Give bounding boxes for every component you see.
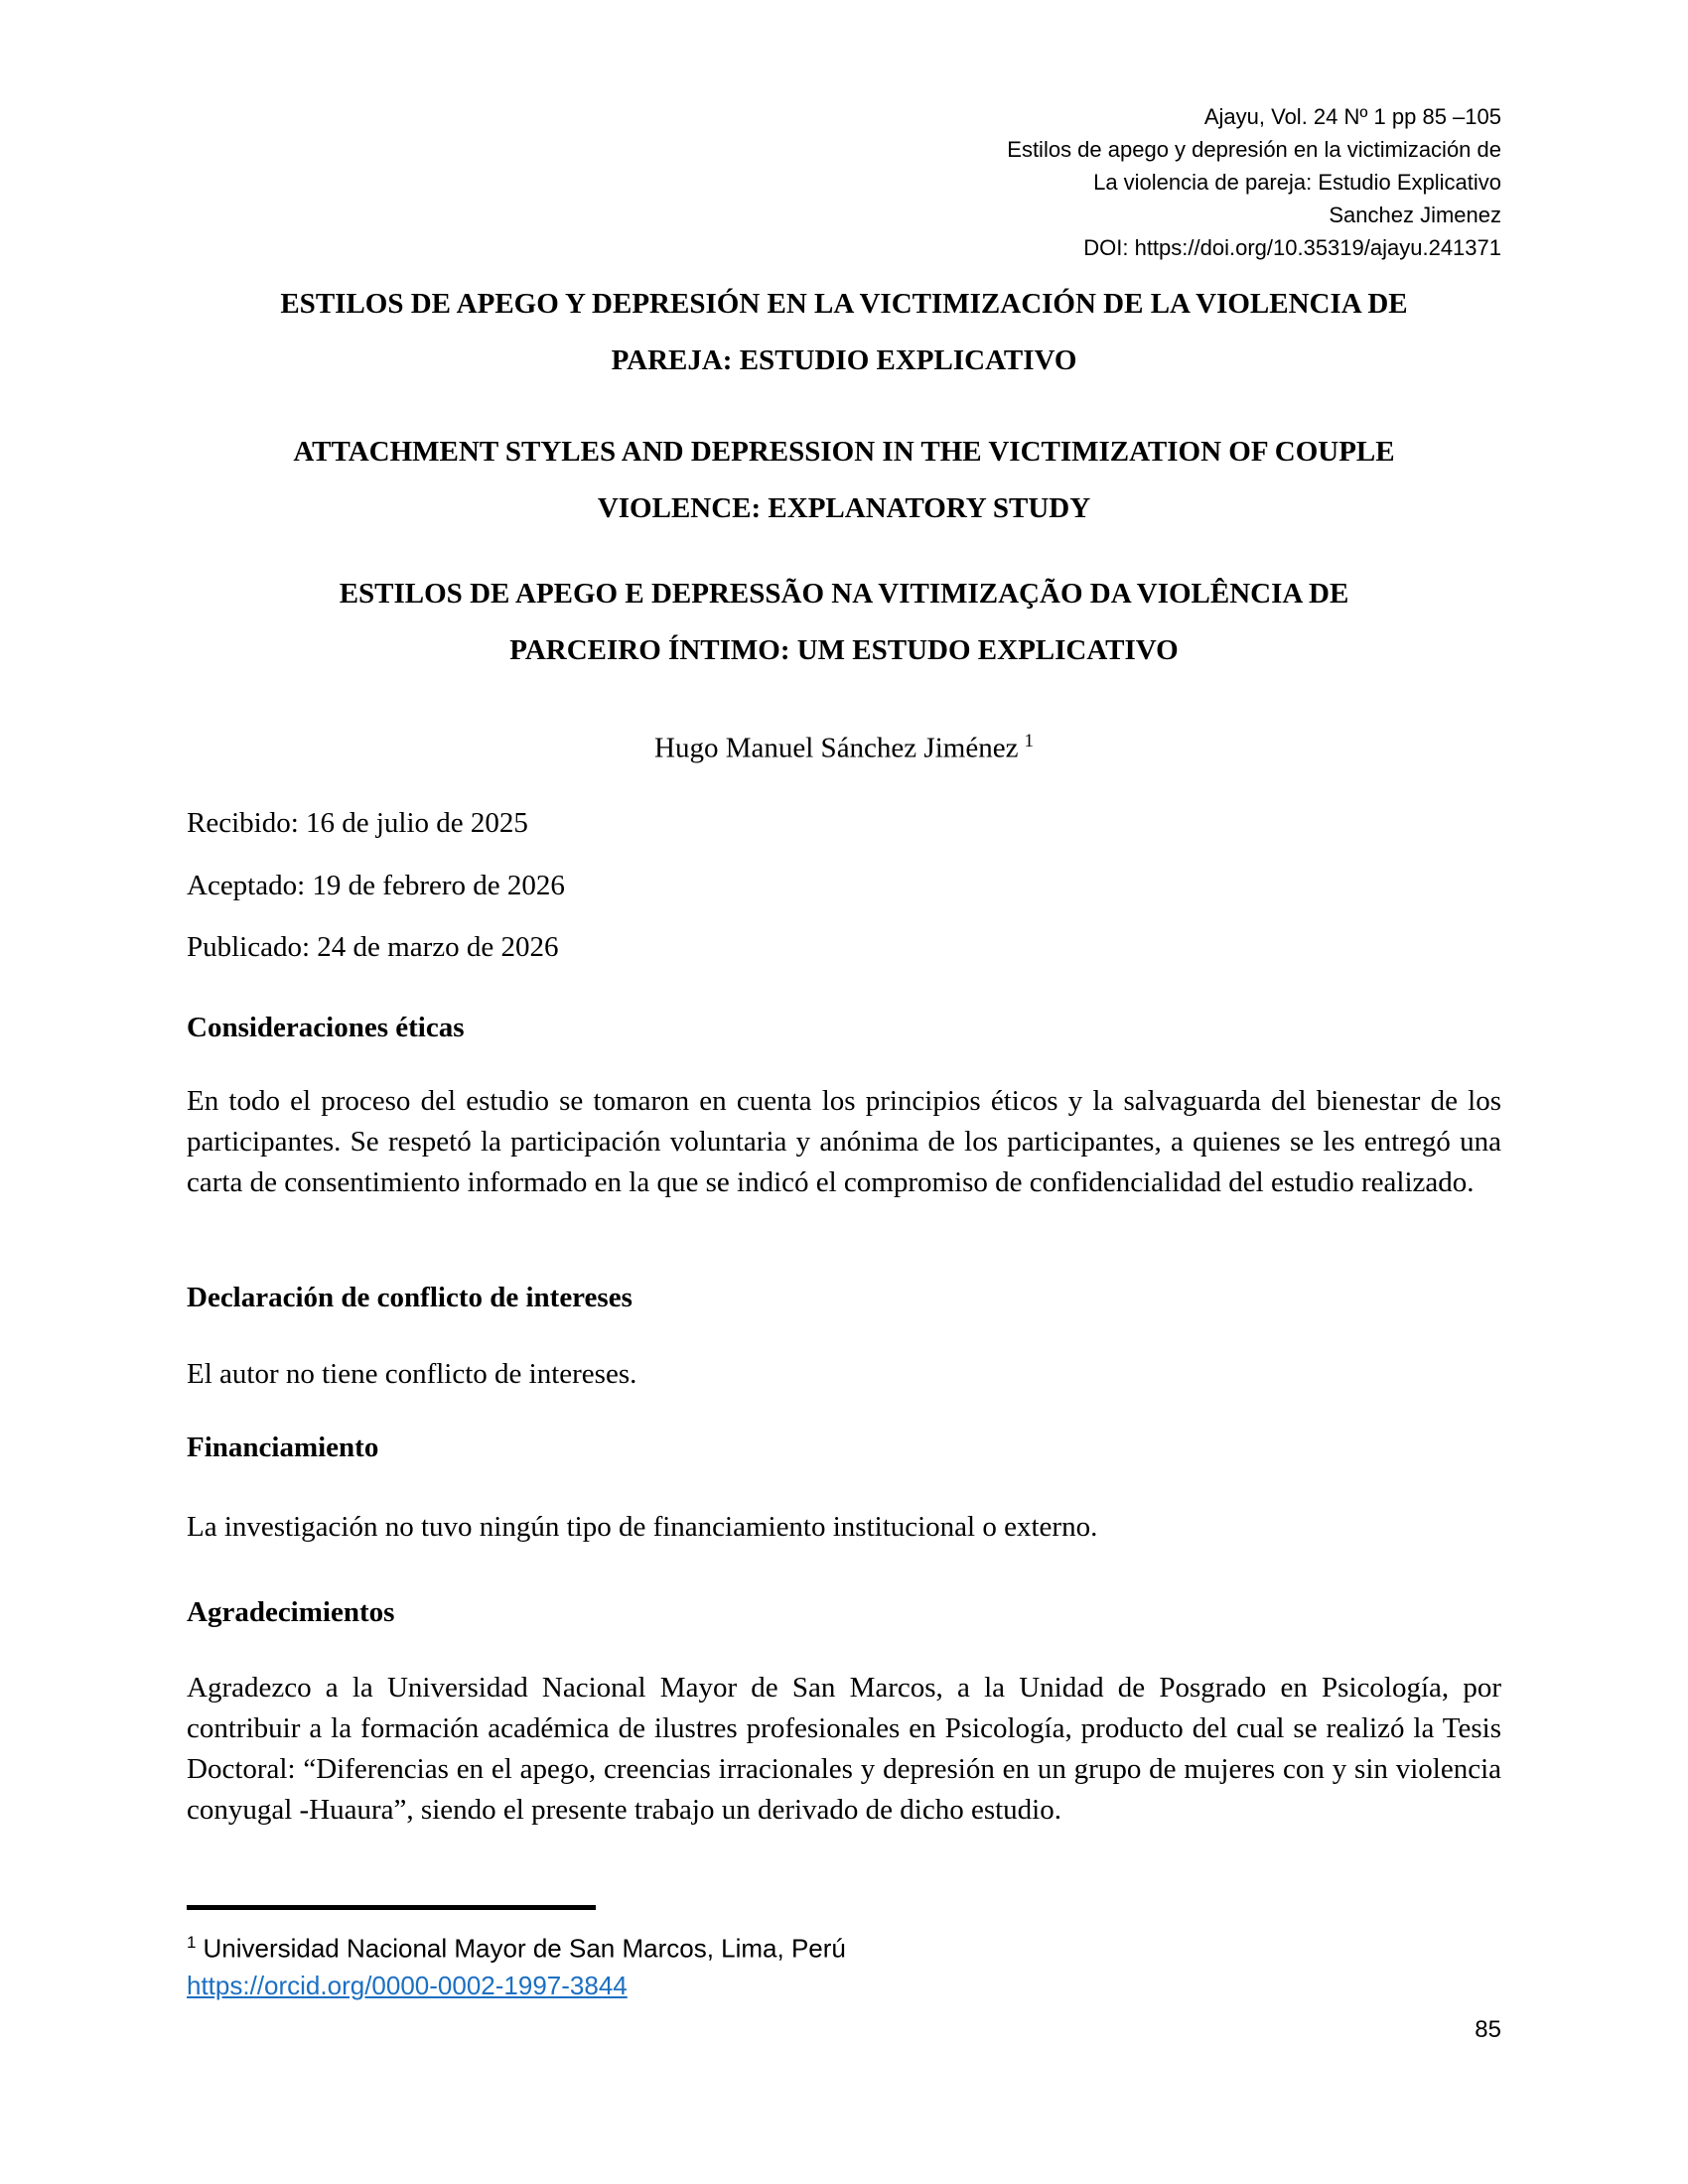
title-spanish-line-1: ESTILOS DE APEGO Y DEPRESIÓN EN LA VICTIMIZACIÓN DE LA VIOLENCIA DE <box>280 288 1408 320</box>
author-footnote-marker: 1 <box>1024 731 1034 751</box>
title-spanish <box>0 276 1688 389</box>
running-header-title-line-1: Estilos de apego y depresión en la victimización de <box>1007 137 1501 162</box>
conflict-heading: Declaración de conflicto de intereses <box>187 1282 633 1313</box>
author-line <box>0 721 1688 769</box>
funding-paragraph: La investigación no tuvo ningún tipo de financiamiento institucional o externo. <box>187 1511 1098 1543</box>
footnote-affiliation: Universidad Nacional Mayor de San Marcos, Lima, Perú <box>203 1933 846 1964</box>
page-number: 85 <box>1475 2016 1501 2043</box>
orcid-line <box>187 1970 628 2002</box>
title-english-line-2: VIOLENCE: EXPLANATORY STUDY <box>597 492 1091 524</box>
title-portuguese <box>0 566 1688 679</box>
running-header-title-line-2: La violencia de pareja: Estudio Explicativo <box>1093 170 1501 195</box>
ethics-heading: Consideraciones éticas <box>187 1012 465 1043</box>
title-portuguese-line-2: PARCEIRO ÍNTIMO: UM ESTUDO EXPLICATIVO <box>509 634 1179 666</box>
running-header <box>1007 100 1501 264</box>
acknowledgements-heading: Agradecimientos <box>187 1596 395 1628</box>
running-header-doi: DOI: https://doi.org/10.35319/ajayu.241371 <box>1083 235 1501 260</box>
author-name: Hugo Manuel Sánchez Jiménez <box>654 732 1019 764</box>
conflict-paragraph: El autor no tiene conflicto de intereses. <box>187 1358 637 1390</box>
title-english <box>0 424 1688 537</box>
running-header-author: Sanchez Jimenez <box>1329 203 1501 227</box>
title-spanish-line-2: PAREJA: ESTUDIO EXPLICATIVO <box>611 344 1077 376</box>
date-accepted: Aceptado: 19 de febrero de 2026 <box>187 870 565 901</box>
running-header-journal-line: Ajayu, Vol. 24 Nº 1 pp 85 –105 <box>1203 104 1501 129</box>
orcid-link[interactable]: https://orcid.org/0000-0002-1997-3844 <box>187 1971 628 2000</box>
footnote-divider <box>187 1905 596 1910</box>
date-published: Publicado: 24 de marzo de 2026 <box>187 931 559 963</box>
title-english-line-1: ATTACHMENT STYLES AND DEPRESSION IN THE VICTIMIZATION OF COUPLE <box>293 436 1395 468</box>
title-portuguese-line-1: ESTILOS DE APEGO E DEPRESSÃO NA VITIMIZAÇÃO DA VIOLÊNCIA DE <box>339 578 1349 610</box>
ethics-paragraph: En todo el proceso del estudio se tomaron en cuenta los principios éticos y la salvaguarda del bienestar de los participantes. Se respetó la participación voluntaria y anónima de los participantes, a quienes se les entregó una carta de consentimiento informado en la que se indicó el compromiso de confidencialidad del estudio realizado. <box>187 1085 1501 1198</box>
date-received: Recibido: 16 de julio de 2025 <box>187 807 528 839</box>
footnote-marker: 1 <box>187 1933 197 1952</box>
funding-heading: Financiamiento <box>187 1432 379 1463</box>
acknowledgements-paragraph: Agradezco a la Universidad Nacional Mayor de San Marcos, a la Unidad de Posgrado en Psicología, por contribuir a la formación académica de ilustres profesionales en Psicología, producto del cual se realizó la Tesis Doctoral: “Diferencias en el apego, creencias irracionales y depresión en un grupo de mujeres con y sin violencia conyugal -Huaura”, siendo el presente trabajo un derivado de dicho estudio. <box>187 1672 1501 1826</box>
footnote-affiliation-line <box>187 1926 1501 1966</box>
